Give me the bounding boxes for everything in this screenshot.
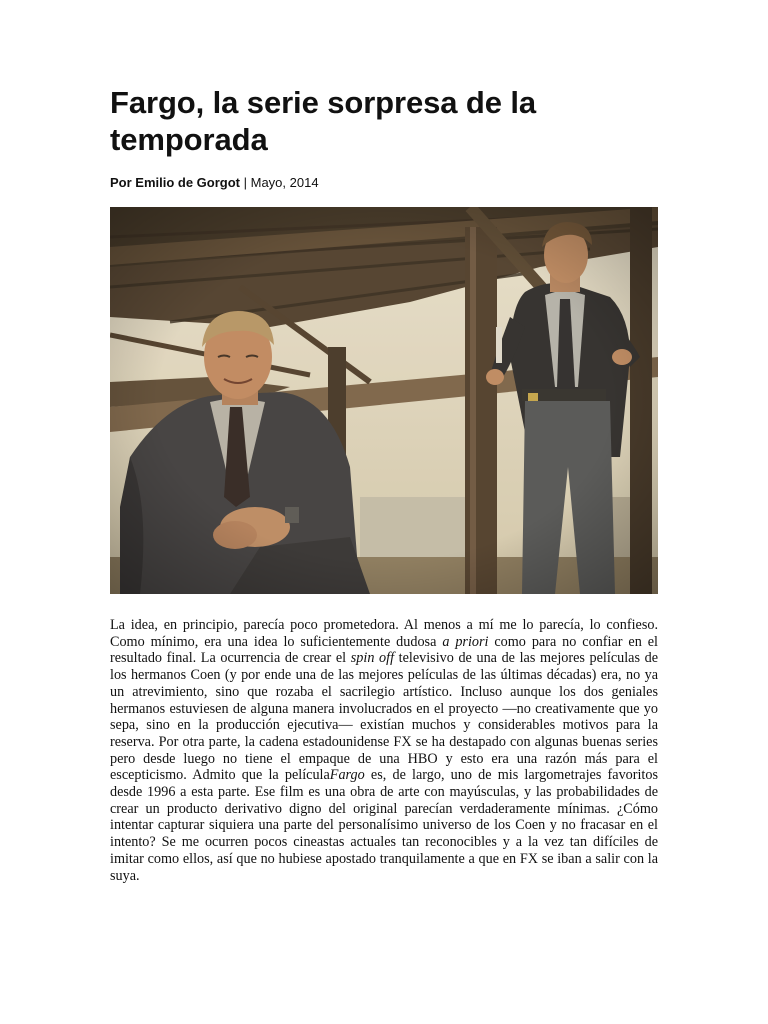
body-italic-run: Fargo [329,767,365,784]
article-title: Fargo, la serie sorpresa de la temporada [110,85,537,157]
article [110,84,658,884]
body-text-run: como para no confiar en el resultado final. La ocurrencia de crear el [110,633,658,667]
byline-date: Mayo, 2014 [250,175,319,190]
article-body [110,617,658,884]
body-text-run: es, de largo, uno de mis largometrajes favoritos desde 1996 a esta parte. Ese film es una obra de arte con mayúsculas, y las probabilidades de crear un producto derivativo digno del original parecían verdaderamente mínimas. ¿Cómo intentar capturar siquiera una parte del personalísimo universo de los Coen y no fracasar en el intento? Se me ocurren pocos cineastas actuales tan reconocibles y a la vez tan difíciles de imitar como ellos, así que no hubiese apostado tranquilamente a que en FX se iban a salir con la suya. [110,767,658,884]
byline [110,175,658,191]
article-photo [110,207,658,594]
byline-author: Por Emilio de Gorgot [110,175,241,190]
body-text-run: televisivo de una de las mejores películas de los hermanos Coen (y por ende una de las mejores películas de las últimas décadas) era, no ya un atrevimiento, sino que rozaba el sacrilegio artístico. Incluso aunque los dos geniales hermanos estuviesen de alguna manera involucrados en el proyecto —no creativamente que yo sepa, sino en la producción ejecutiva— existían muchos y considerables motivos para la reserva. Por otra parte, la cadena estadounidense FX se ha destapado con algunas buenas series pero desde luego no tiene el empaque de una HBO y esto era una razón más para el escepticismo. Admito que la película [110,650,658,784]
body-italic-run: a priori [442,633,489,650]
byline-separator: | [240,175,251,190]
body-text-run: La idea, en principio, parecía poco prometedora. Al menos a mí me lo parecía, lo confieso. Como mínimo, era una idea lo suficientemente dudosa [110,617,658,650]
body-italic-run: spin off [350,650,395,667]
